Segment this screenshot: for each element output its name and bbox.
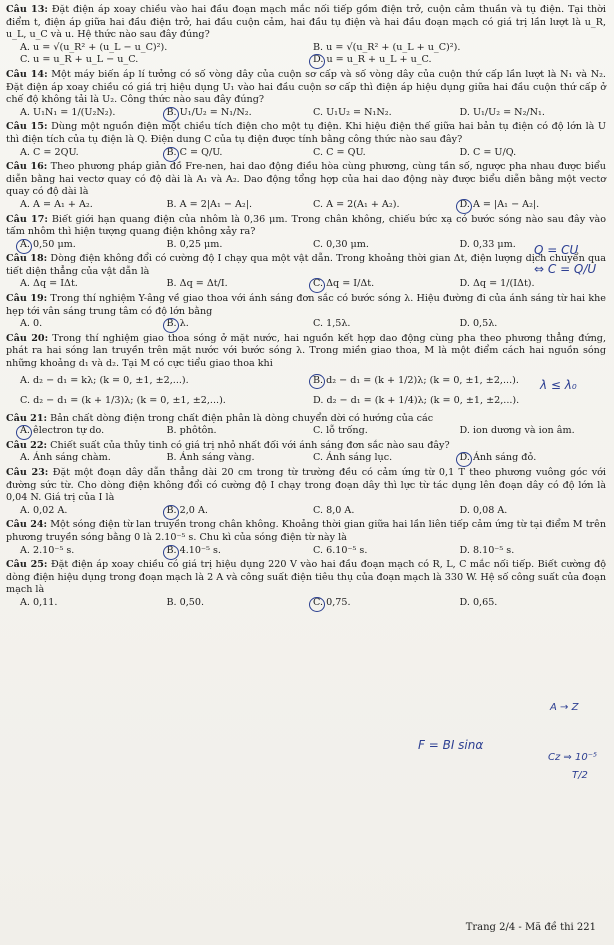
answer-option-text: A. d₂ − d₁ = kλ; (k = 0, ±1, ±2,...). <box>20 374 189 386</box>
answer-option[interactable] <box>313 545 460 558</box>
answer-options <box>6 452 606 465</box>
answer-option[interactable] <box>313 54 606 67</box>
answer-option-text: C. 0,30 μm. <box>313 238 369 250</box>
question-number: Câu 22: <box>6 439 48 451</box>
answer-options <box>6 318 606 331</box>
answer-option[interactable] <box>460 278 607 291</box>
answer-options <box>6 239 606 252</box>
answer-option[interactable] <box>20 278 167 291</box>
selected-answer-circle-icon <box>456 452 472 467</box>
question-number: Câu 23: <box>6 467 49 478</box>
question-stem: Trong thí nghiệm Y-âng về giao thoa với ánh sáng đơn sắc có bước sóng λ. Hiệu đường đi của ánh sáng từ hai khe hẹp tới vân sáng trung tâm có độ lớn bằng <box>6 293 606 317</box>
answer-option[interactable] <box>313 597 460 610</box>
question-stem: Đặt điện áp xoay chiều vào hai đầu đoạn mạch mắc nối tiếp gồm điện trở, cuộn cảm thuần và tụ điện. Tại thời điểm t, điện áp giữa hai đầu điện trở, hai đầu cuộn cảm, hai đầu tụ điện và hai đầu đoạn mạch có giá trị lần lượt là u_R, u_L, u_C và u. Hệ thức nào sau đây đúng? <box>6 4 606 41</box>
answer-option-text: C. d₂ − d₁ = (k + 1/3)λ; (k = 0, ±1, ±2,...). <box>20 394 226 406</box>
question-number: Câu 16: <box>6 161 48 173</box>
selected-answer-circle-icon <box>309 374 325 389</box>
answer-option-text: B. d₂ − d₁ = (k + 1/2)λ; (k = 0, ±1, ±2,...). <box>313 374 519 386</box>
answer-option-text: B. U₁/U₂ = N₁/N₂. <box>166 106 252 118</box>
answer-option-text: D. U₁/U₂ = N₂/N₁. <box>459 106 545 118</box>
answer-option[interactable] <box>167 318 314 331</box>
answer-option[interactable] <box>167 425 314 438</box>
question <box>6 467 606 517</box>
question <box>6 253 606 291</box>
answer-option[interactable] <box>313 318 460 331</box>
answer-option[interactable] <box>313 147 460 160</box>
answer-option-text: D. 0,33 μm. <box>459 238 516 250</box>
question-number: Câu 15: <box>6 121 48 133</box>
question-stem: Dùng một nguồn điện một chiều tích điện cho một tụ điện. Khi hiệu điện thế giữa hai bản tụ điện có độ lớn là U thì điện tích của tụ điện là Q. Điện dung C của tụ điện được tính bằng công thức nào sau đây? <box>6 121 606 145</box>
answer-option-text: A. A = A₁ + A₂. <box>20 198 93 210</box>
answer-option-text: C. Ánh sáng lục. <box>313 452 393 464</box>
answer-option[interactable] <box>460 199 607 212</box>
answer-option[interactable] <box>460 239 607 252</box>
question-stem: Một máy biến áp lí tưởng có số vòng dây của cuộn sơ cấp và số vòng dây của cuộn thứ cấp lần lượt là N₁ và N₂. Đặt điện áp xoay chiều có giá trị hiệu dụng U₁ vào hai đầu cuộn sơ cấp thì điện áp hiệu dụng giữa hai đầu cuộn thứ cấp ở chế độ không tải là U₂. Công thức nào sau đây đúng? <box>6 68 606 106</box>
question-text <box>6 121 606 146</box>
selected-answer-circle-icon <box>456 199 472 214</box>
answer-option-text: D. 8.10⁻⁵ s. <box>459 544 515 556</box>
question <box>6 440 606 465</box>
question-text <box>6 293 606 318</box>
answer-option[interactable] <box>167 452 314 465</box>
answer-options <box>6 425 606 438</box>
question <box>6 161 606 211</box>
answer-option-text: C. A = 2(A₁ + A₂). <box>313 198 400 210</box>
selected-answer-circle-icon <box>16 239 32 254</box>
answer-option[interactable] <box>313 199 460 212</box>
answer-options <box>6 505 606 518</box>
answer-option-text: D. 0,65. <box>459 596 498 608</box>
question-text <box>6 333 606 371</box>
selected-answer-circle-icon <box>309 597 325 612</box>
answer-option[interactable] <box>313 425 460 438</box>
note-q24-half-period: T/2 <box>572 770 588 781</box>
answer-options <box>6 278 606 291</box>
question-number: Câu 20: <box>6 332 49 344</box>
answer-option[interactable] <box>20 425 167 438</box>
answer-option[interactable] <box>313 278 460 291</box>
question-text <box>6 440 606 453</box>
question-text <box>6 413 606 426</box>
question-text <box>6 161 606 199</box>
answer-options <box>6 371 606 411</box>
answer-option-text: B. Δq = Δt/I. <box>166 278 228 290</box>
answer-option[interactable] <box>20 391 313 411</box>
selected-answer-circle-icon <box>16 425 32 440</box>
answer-option[interactable] <box>20 452 167 465</box>
answer-option[interactable] <box>167 278 314 291</box>
answer-option[interactable] <box>20 107 167 120</box>
selected-answer-circle-icon <box>163 318 179 333</box>
question-number: Câu 17: <box>6 213 48 225</box>
answer-option-text: B. λ. <box>166 318 189 330</box>
answer-option-text: C. Δq = I/Δt. <box>313 278 375 290</box>
question <box>6 559 606 609</box>
answer-options <box>6 597 606 610</box>
answer-option[interactable] <box>167 505 314 518</box>
question-text <box>6 467 606 505</box>
question <box>6 413 606 438</box>
answer-options <box>6 147 606 160</box>
answer-option[interactable] <box>20 239 167 252</box>
answer-option[interactable] <box>20 597 167 610</box>
answer-options <box>6 199 606 212</box>
answer-option[interactable] <box>313 505 460 518</box>
answer-option-text: D. ion dương và ion âm. <box>459 425 575 437</box>
question <box>6 519 606 557</box>
note-q15-derivation: ⇔ C = Q/U <box>534 262 597 276</box>
selected-answer-circle-icon <box>309 278 325 293</box>
answer-options <box>6 42 606 67</box>
selected-answer-circle-icon <box>163 147 179 162</box>
question-text <box>6 559 606 597</box>
question-stem: Trong thí nghiệm giao thoa sóng ở mặt nước, hai nguồn kết hợp dao động cùng pha theo phương thẳng đứng, phát ra hai sóng lan truyền trên mặt nước với bước sóng λ. Trong miền giao thoa, M là một điểm cách hai nguồn sóng những khoảng d₁ và d₂. Tại M có cực tiểu giao thoa khi <box>6 332 606 370</box>
answer-options <box>6 107 606 120</box>
answer-option-text: C. 0,75. <box>313 596 351 608</box>
question-list <box>6 4 606 612</box>
question-stem: Theo phương pháp giản đồ Fre-nen, hai dao động điều hòa cùng phương, cùng tần số, ngược pha nhau được biểu diễn bằng hai vectơ quay có độ dài là A₁ và A₂. Dao động tổng hợp của hai dao động này được biểu diễn bằng một vectơ quay có độ dài là <box>6 161 606 198</box>
answer-option-text: C. lỗ trống. <box>313 425 368 437</box>
question-stem: Bản chất dòng điện trong chất điện phân là dòng chuyển dời có hướng của các <box>50 412 434 424</box>
answer-option[interactable] <box>460 452 607 465</box>
note-q15-formula: Q = CU <box>534 243 579 257</box>
answer-option-text: D. Δq = 1/(IΔt). <box>459 278 535 290</box>
answer-option[interactable] <box>167 597 314 610</box>
answer-option[interactable] <box>20 371 313 391</box>
answer-option[interactable] <box>313 107 460 120</box>
question <box>6 69 606 119</box>
answer-option[interactable] <box>20 318 167 331</box>
answer-option[interactable] <box>460 545 607 558</box>
question <box>6 4 606 67</box>
answer-option-text: C. u = u_R + u_L − u_C. <box>20 54 139 66</box>
question-stem: Đặt một đoạn dây dẫn thẳng dài 20 cm trong từ trường đều có cảm ứng từ 0,1 T theo phương vuông góc với đường sức từ. Cho dòng điện không đổi có cường độ I chạy trong đoạn dây thì lực từ tác dụng lên đoạn dây có độ lớn là 0,04 N. Giá trị của I là <box>6 467 606 504</box>
answer-option[interactable] <box>460 425 607 438</box>
answer-option-text: A. 0. <box>20 318 43 330</box>
answer-option-text: A. 0,11. <box>20 596 58 608</box>
answer-option[interactable] <box>313 452 460 465</box>
answer-option-text: B. C = Q/U. <box>166 146 223 158</box>
question-text <box>6 253 606 278</box>
question-number: Câu 19: <box>6 293 48 305</box>
question-stem: Biết giới hạn quang điện của nhôm là 0,36 μm. Trong chân không, chiếu bức xạ có bước sóng nào sau đây vào tấm nhôm thì hiện tượng quang điện không xảy ra? <box>6 213 606 238</box>
answer-option-text: A. Ánh sáng chàm. <box>20 452 111 464</box>
question <box>6 333 606 411</box>
page-footer: Trang 2/4 - Mã đề thi 221 <box>465 922 596 933</box>
question-number: Câu 25: <box>6 559 48 571</box>
selected-answer-circle-icon <box>163 545 179 560</box>
answer-option-text: D. d₂ − d₁ = (k + 1/4)λ; (k = 0, ±1, ±2,...). <box>313 394 520 406</box>
answer-option-text: D. Ánh sáng đỏ. <box>459 452 537 464</box>
answer-option-text: A. Δq = IΔt. <box>20 278 78 290</box>
answer-option-text: C. 6.10⁻⁵ s. <box>313 544 368 556</box>
answer-option-text: C. 1,5λ. <box>313 318 351 330</box>
answer-option[interactable] <box>167 107 314 120</box>
question-stem: Chiết suất của thủy tinh có giá trị nhỏ nhất đối với ánh sáng đơn sắc nào sau đây? <box>50 439 450 451</box>
answer-option-text: C. C = QU. <box>313 146 366 158</box>
question-number: Câu 21: <box>6 412 48 424</box>
answer-option[interactable] <box>20 545 167 558</box>
answer-option-text: A. 2.10⁻⁵ s. <box>20 544 75 556</box>
answer-option-text: C. U₁U₂ = N₁N₂. <box>313 106 392 118</box>
answer-option-text: A. 0,02 A. <box>20 504 68 516</box>
answer-option-text: A. 0,50 μm. <box>20 238 76 250</box>
note-q22: A → Z <box>550 702 579 713</box>
answer-option-text: A. êlectron tự do. <box>20 425 105 437</box>
question-text <box>6 519 606 544</box>
answer-option-text: B. phôtôn. <box>166 425 217 437</box>
question-stem: Đặt điện áp xoay chiều có giá trị hiệu dụng 220 V vào hai đầu đoạn mạch có R, L, C mắc nối tiếp. Biết cường độ dòng điện hiệu dụng trong đoạn mạch là 2 A và công suất điện tiêu thụ của đoạn mạch là 330 W. Hệ số công suất của đoạn mạch là <box>6 559 606 596</box>
answer-option-text: D. 0,08 A. <box>459 504 508 516</box>
answer-option[interactable] <box>20 42 313 55</box>
answer-option-text: D. A = |A₁ − A₂|. <box>459 198 540 210</box>
answer-options <box>6 545 606 558</box>
answer-option-text: C. 8,0 A. <box>313 504 355 516</box>
answer-option-text: B. 0,25 μm. <box>166 238 223 250</box>
question <box>6 121 606 159</box>
answer-option[interactable] <box>20 147 167 160</box>
answer-option[interactable] <box>20 505 167 518</box>
answer-option-text: B. u = √(u_R² + (u_L + u_C)²). <box>313 41 461 53</box>
answer-option[interactable] <box>460 597 607 610</box>
answer-option[interactable] <box>460 107 607 120</box>
selected-answer-circle-icon <box>309 54 325 69</box>
note-q24-note: Cz ⇒ 10⁻⁵ <box>548 752 597 763</box>
answer-option[interactable] <box>167 239 314 252</box>
answer-option[interactable] <box>313 239 460 252</box>
question-stem: Một sóng điện từ lan truyền trong chân không. Khoảng thời gian giữa hai lần liên tiếp cảm ứng từ tại điểm M trên phương truyền sóng bằng 0 là 2.10⁻⁵ s. Chu kì của sóng điện từ này là <box>6 519 606 543</box>
answer-option-text: B. Ánh sáng vàng. <box>166 452 255 464</box>
answer-option[interactable] <box>167 545 314 558</box>
answer-option-text: A. C = 2QU. <box>20 146 79 158</box>
answer-option-text: A. U₁N₁ = 1/(U₂N₂). <box>20 106 116 118</box>
selected-answer-circle-icon <box>163 107 179 122</box>
question-text <box>6 214 606 239</box>
answer-option[interactable] <box>460 147 607 160</box>
question-number: Câu 14: <box>6 68 48 80</box>
answer-option[interactable] <box>313 391 606 411</box>
note-q17-condition: λ ≤ λ₀ <box>540 378 577 392</box>
question <box>6 214 606 252</box>
answer-option[interactable] <box>167 199 314 212</box>
answer-option-text: A. u = √(u_R² + (u_L − u_C)²). <box>20 41 168 53</box>
question-stem: Dòng điện không đổi có cường độ I chạy qua một vật dẫn. Trong khoảng thời gian Δt, điện lượng dịch chuyển qua tiết diện thẳng của vật dẫn là <box>6 253 606 277</box>
answer-option-text: D. C = U/Q. <box>459 146 517 158</box>
answer-option-text: D. 0,5λ. <box>459 318 498 330</box>
question-number: Câu 18: <box>6 253 48 265</box>
answer-option-text: B. 4.10⁻⁵ s. <box>166 544 221 556</box>
answer-option[interactable] <box>460 505 607 518</box>
answer-option[interactable] <box>460 318 607 331</box>
answer-option[interactable] <box>20 199 167 212</box>
question-text <box>6 69 606 107</box>
answer-option[interactable] <box>313 42 606 55</box>
note-q23-formula: F = BI sinα <box>418 738 484 752</box>
question-number: Câu 24: <box>6 519 48 531</box>
selected-answer-circle-icon <box>163 505 179 520</box>
answer-option-text: B. 0,50. <box>166 596 205 608</box>
answer-option-text: B. A = 2|A₁ − A₂|. <box>166 198 253 210</box>
answer-option[interactable] <box>20 54 313 67</box>
answer-option-text: D. u = u_R + u_L + u_C. <box>313 54 432 66</box>
question <box>6 293 606 331</box>
answer-option-text: B. 2,0 A. <box>166 504 208 516</box>
question-text <box>6 4 606 42</box>
question-number: Câu 13: <box>6 4 48 15</box>
answer-option[interactable] <box>167 147 314 160</box>
